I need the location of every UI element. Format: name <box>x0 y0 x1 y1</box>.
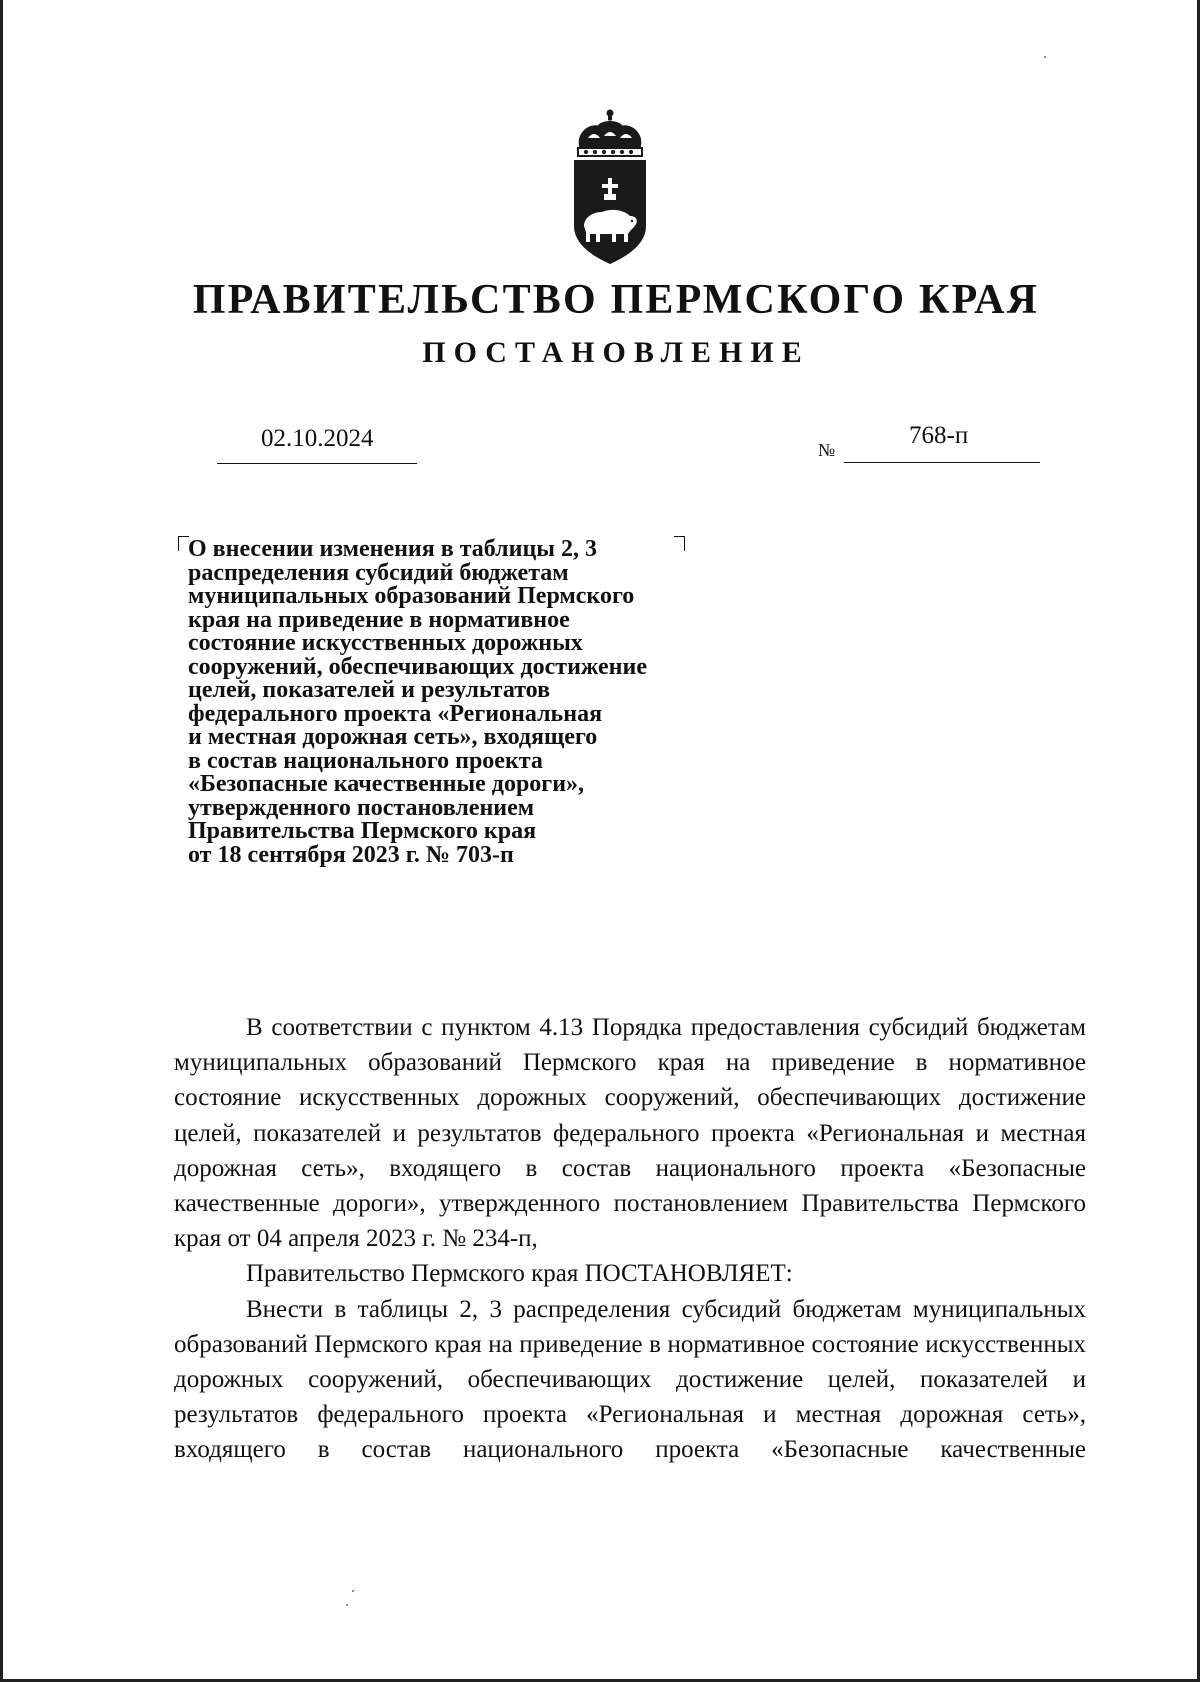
scan-speck <box>1044 56 1046 58</box>
body-paragraph-resolution: Правительство Пермского края ПОСТАНОВЛЯЕТ: <box>246 1260 793 1288</box>
document-date: 02.10.2024 <box>261 425 374 452</box>
body-paragraph-decree: Внести в таблицы 2, 3 распределения субсидий бюджетам муниципальных образований Пермского края на приведение в нормативное состояние искусственных дорожных сооружений, обеспечивающих достижение целей, показателей и результатов федерального проекта «Региональная и местная дорожная сеть», входящего в состав национального проекта «Безопасные качественные <box>174 1295 1086 1464</box>
subject-line: состояние искусственных дорожных <box>188 630 583 656</box>
subject-line: утвержденного постановлением <box>188 794 535 821</box>
scan-speck <box>352 1590 354 1592</box>
body-paragraph-preamble: В соответствии с пунктом 4.13 Порядка предоставления субсидий бюджетам муниципальных образований Пермского края на приведение в нормативное состояние искусственных дорожных сооружений, обеспечивающих достижение целей, показателей и результатов федерального проекта «Региональная и местная дорожная сеть», входящего в состав национального проекта «Безопасные качественные дороги», утвержденного постановлением Правительства Пермского края от 04 апреля 2023 г. № 234-п, <box>174 1014 1086 1253</box>
document-type: ПОСТАНОВЛЕНИЕ <box>422 336 810 369</box>
document-number: 768-п <box>909 422 969 449</box>
coat-of-arms-icon <box>558 108 662 268</box>
document-subject <box>188 538 748 867</box>
scan-speck <box>346 1604 348 1606</box>
subject-line: и местная дорожная сеть», входящего <box>188 724 598 750</box>
subject-line: сооружений, обеспечивающих достижение <box>188 653 647 680</box>
number-field <box>844 420 1040 463</box>
subject-line: целей, показателей и результатов <box>188 677 551 703</box>
subject-line: О внесении изменения в таблицы 2, 3 <box>188 536 598 562</box>
subject-line: края на приведение в нормативное <box>188 606 570 633</box>
document-body <box>174 1010 1086 1468</box>
subject-line: «Безопасные качественные дороги», <box>188 771 585 797</box>
subject-line: распределения субсидий бюджетам <box>188 559 569 586</box>
subject-line: муниципальных образований Пермского <box>188 583 635 609</box>
subject-line: Правительства Пермского края <box>188 818 537 844</box>
subject-line: от 18 сентября 2023 г. № 703-п <box>188 841 514 868</box>
scan-border-left <box>0 0 3 1682</box>
date-field <box>217 421 417 464</box>
organization-title: ПРАВИТЕЛЬСТВО ПЕРМСКОГО КРАЯ <box>192 277 1040 323</box>
subject-line: федерального проекта «Региональная <box>188 700 603 727</box>
subject-line: в состав национального проекта <box>188 747 543 774</box>
number-label: № <box>818 440 836 460</box>
